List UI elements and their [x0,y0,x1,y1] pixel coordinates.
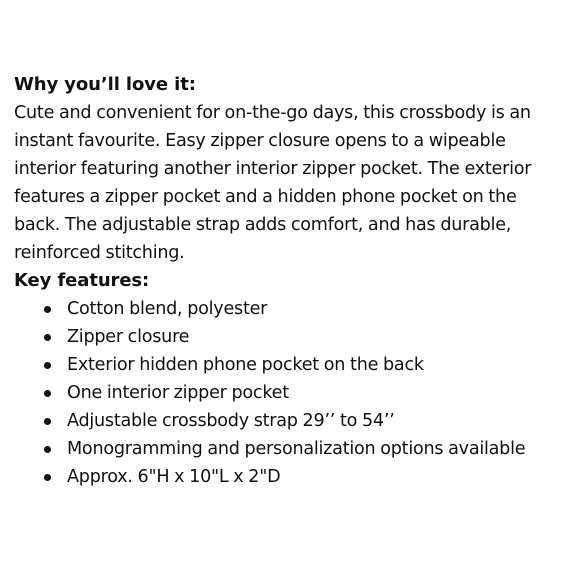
bullet-icon [44,474,51,481]
feature-text: Zipper closure [67,327,190,347]
bullet-icon [44,306,51,313]
feature-item [67,379,562,407]
bullet-icon [44,362,51,369]
key-features-list [14,295,562,491]
feature-text: One interior zipper pocket [67,383,289,403]
feature-item [67,351,562,379]
feature-item [67,295,562,323]
feature-text: Cotton blend, polyester [67,299,268,319]
feature-item [67,407,562,435]
feature-text: Exterior hidden phone pocket on the back [67,355,424,375]
product-description [14,71,562,491]
feature-text: Approx. 6"H x 10"L x 2"D [67,467,281,487]
key-features-heading: Key features: [14,270,150,291]
why-love-heading: Why you’ll love it: [14,74,196,95]
feature-text: Monogramming and personalization options available [67,439,526,459]
feature-item [67,463,562,491]
bullet-icon [44,390,51,397]
feature-text: Adjustable crossbody strap 29’’ to 54’’ [67,411,395,431]
why-love-text: Cute and convenient for on-the-go days, this crossbody is an instant favourite. Easy zipper closure opens to a wipeable interior featuring another interior zipper pocket. The exterior features a zipper pocket and a hidden phone pocket on the back. The adjustable strap adds comfort, and has durable, reinforced stitching. [14,103,532,263]
feature-item [67,435,562,463]
feature-item [67,323,562,351]
bullet-icon [44,446,51,453]
bullet-icon [44,334,51,341]
bullet-icon [44,418,51,425]
